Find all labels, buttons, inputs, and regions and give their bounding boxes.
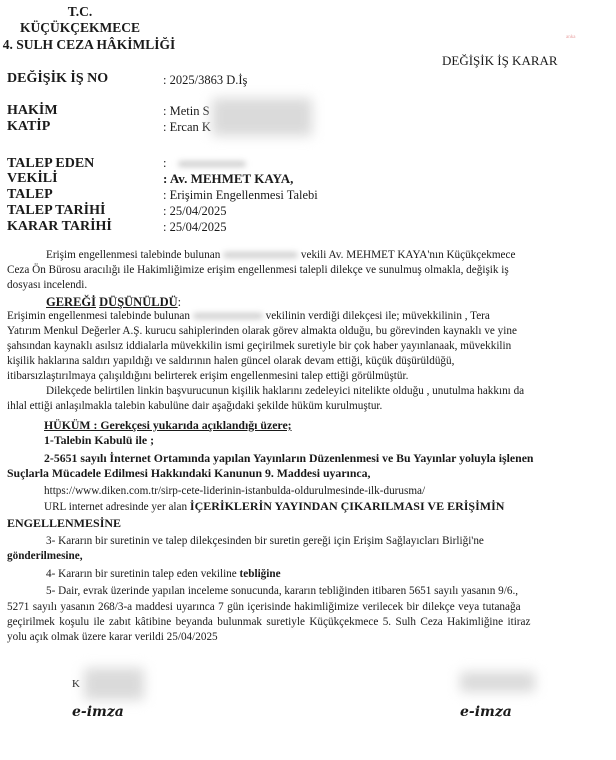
hukum-item-3: 3- Kararın bir suretinin ve talep dilekçesinden bir suretin gereği için Erişim Sağlayıcları Birliği'ne <box>46 535 484 547</box>
field-label-applicant: TALEP EDEN <box>7 156 95 171</box>
hukum-item-2-line-2: Suçlarla Mücadele Edilmesi Hakkındaki Kanunun 9. Maddesi uyarınca, <box>7 466 371 480</box>
intro-line-2: Ceza Ön Bürosu aracılığı ile Hakimliğimize erişim engellenmesi talepli dilekçe ve sunulmuş olmakla, değişik iş <box>7 264 509 276</box>
redacted-applicant <box>223 252 298 258</box>
field-label-request: TALEP <box>7 187 53 202</box>
field-label-attorney: VEKİLİ <box>7 171 58 186</box>
hukum-item-5-line-3: geçirilmek koşulu ile zabıt kâtibine beyanda bulunmak suretiyle Küçükçekmece 5. Sulh Ceza Hakimliğine itiraz <box>7 616 531 628</box>
watermark: anka <box>566 35 576 40</box>
hukum-item-5-line-4: yolu açık olmak üzere karar verildi 25/04/2025 <box>7 631 218 643</box>
field-value-judge: : Metin S <box>163 104 210 118</box>
hukum-item-4: 4- Kararın bir suretinin talep eden vekiline tebliğine <box>46 568 281 580</box>
field-label-request-date: TALEP TARİHİ <box>7 203 106 218</box>
document-type: DEĞİŞİK İŞ KARAR <box>442 53 558 68</box>
header-city: KÜÇÜKÇEKMECE <box>19 20 140 35</box>
field-label-case-no: DEĞİŞİK İŞ NO <box>7 71 109 86</box>
hukum-url-line-2: ENGELLENMESİNE <box>7 516 122 530</box>
intro-line-3: dosyası incelendi. <box>7 279 88 291</box>
gerekce-line-1: Erişimin engellenmesi talebinde bulunan vekilinin verdiği dilekçesi ile; müvekkilinin , Tera <box>7 310 490 322</box>
gerekce-line-3: şahsından kaynaklı asılsız iddialarla müvekkilin ismi geçirilmek suretiyle bir çok haber yayınlanaak, müvekkilin <box>7 340 512 352</box>
left-e-signature: e-imza <box>72 704 124 720</box>
section-title-hukum: HÜKÜM : Gerekçesi yukarıda açıklandığı üzere; <box>44 418 292 432</box>
redacted-applicant <box>193 313 263 319</box>
gerekce-line-5: itibarsızlaştırılmaya çalışıldığını belirterek erişim engellenmesini talep ettiği görülmüştür. <box>7 370 409 382</box>
field-label-decision-date: KARAR TARİHİ <box>7 219 112 234</box>
field-value-applicant: : <box>163 156 246 171</box>
redacted-names <box>212 98 312 136</box>
hukum-item-5-line-1: 5- Dair, evrak üzerinde yapılan inceleme sonucunda, kararın tebliğinden itibaren 5651 sayılı yasanın 9/6., <box>46 585 519 597</box>
field-value-request-date: : 25/04/2025 <box>163 204 227 218</box>
right-e-signature: e-imza <box>460 704 512 720</box>
hukum-item-1: 1-Talebin Kabulü ile ; <box>44 433 155 447</box>
field-label-clerk: KATİP <box>7 119 51 134</box>
header-court: 4. SULH CEZA HÂKİMLİĞİ <box>2 37 176 52</box>
field-value-decision-date: : 25/04/2025 <box>163 220 227 234</box>
section-title-gerekce: GEREĞİ DÜŞÜNÜLDÜ: <box>46 295 182 309</box>
hukum-item-2-line-1: 2-5651 sayılı İnternet Ortamında yapılan Yayınların Düzenlenmesi ve Bu Yayınlar yoluyla işlenen <box>44 451 534 465</box>
gerekce-line-2: Yatırım Menkul Değerler A.Ş. kurucu sahiplerinden olarak görev almakta olduğu, bu görevinden kaynaklı ve yine <box>7 325 517 337</box>
gerekce-line-6: Dilekçede belirtilen linkin başvurucunun kişilik haklarını zedeleyici nitelikte olduğu , unutulma hakkını da <box>46 385 525 397</box>
hukum-url-line: URL internet adresinde yer alan İÇERİKLERİN YAYINDAN ÇIKARILMASI VE ERİŞİMİN <box>44 499 505 513</box>
redacted-signer-left <box>84 668 144 700</box>
hukum-item-5-line-2: 5271 sayılı yasanın 268/3-a maddesi uyarınca 7 gün içerisinde hakimliğimize verilecek bir dilekçe veya tutanağa <box>7 601 521 613</box>
redacted-applicant <box>178 161 246 167</box>
gerekce-line-4: kişilik haklarına saldırı yapıldığı ve saldırının halen güncel olarak devam ettiği, küçük düşürüldüğü, <box>7 355 455 367</box>
field-value-attorney: : Av. MEHMET KAYA, <box>163 171 294 186</box>
field-value-case-no: : 2025/3863 D.İş <box>163 73 248 87</box>
blocked-url: https://www.diken.com.tr/sirp-cete-liderinin-istanbulda-oldurulmesinde-ilk-durusma/ <box>44 485 426 497</box>
field-value-clerk: : Ercan K <box>163 120 211 134</box>
gerekce-line-7: ihlal ettiği anlaşılmakla talebin kabulüne dair aşağıdaki şekilde hüküm kurulmuştur. <box>7 400 383 412</box>
header-tc: T.C. <box>67 4 93 19</box>
left-signer-initial: K <box>72 678 80 690</box>
field-value-request: : Erişimin Engellenmesi Talebi <box>163 188 318 202</box>
redacted-signer-right <box>460 672 535 692</box>
hukum-item-3-cont: gönderilmesine, <box>7 550 83 562</box>
field-label-judge: HAKİM <box>7 103 58 118</box>
intro-line-1: Erişim engellenmesi talebinde bulunan vekili Av. MEHMET KAYA'nın Küçükçekmece <box>46 249 516 261</box>
